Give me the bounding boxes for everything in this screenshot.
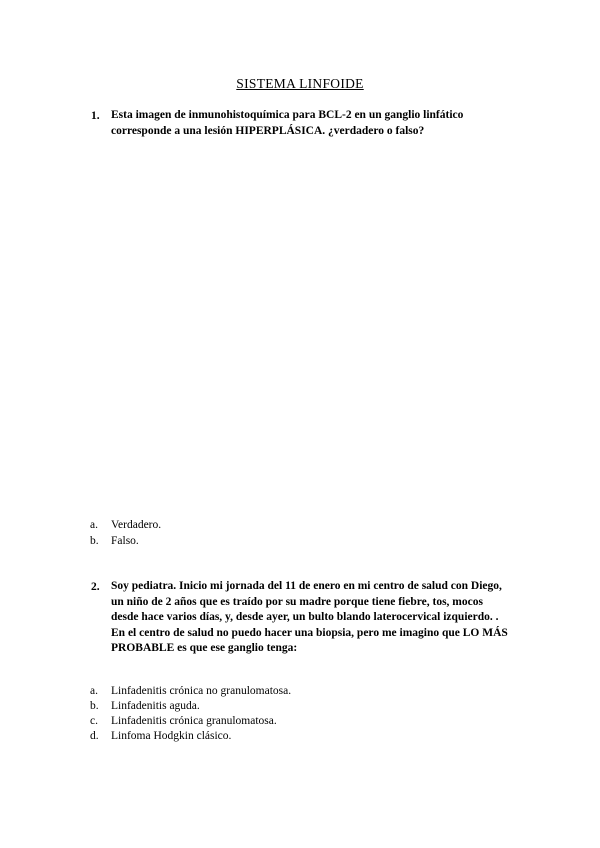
ihc-image-area <box>111 150 491 505</box>
option-text: Linfoma Hodgkin clásico. <box>111 730 232 742</box>
page-title: SISTEMA LINFOIDE <box>236 76 364 91</box>
question-1-text <box>111 108 463 139</box>
question-2-line: desde hace varios días, y, desde ayer, un bulto blando laterocervical izquierdo. . <box>111 611 499 623</box>
option-letter: a. <box>90 685 98 697</box>
question-2-text <box>111 579 508 657</box>
option-text: Falso. <box>111 535 139 547</box>
option-letter: c. <box>90 715 98 727</box>
question-2-number: 2. <box>91 581 100 593</box>
option-text: Linfadenitis crónica no granulomatosa. <box>111 685 292 697</box>
option-text: Linfadenitis crónica granulomatosa. <box>111 715 277 727</box>
option-text: Linfadenitis aguda. <box>111 700 200 712</box>
option-letter: b. <box>90 535 99 547</box>
option-letter: a. <box>90 519 98 531</box>
question-1-line: corresponde a una lesión HIPERPLÁSICA. ¿verdadero o falso? <box>111 124 425 137</box>
option-letter: d. <box>90 730 99 742</box>
question-2-line: un niño de 2 años que es traído por su madre porque tiene fiebre, tos, mocos <box>111 595 483 608</box>
question-1-line: Esta imagen de inmunohistoquímica para BCL-2 en un ganglio linfático <box>111 109 464 121</box>
option-letter: b. <box>90 700 99 712</box>
question-2-line: PROBABLE es que ese ganglio tenga: <box>111 642 298 654</box>
option-text: Verdadero. <box>111 519 162 531</box>
question-2-line: En el centro de salud no puedo hacer una biopsia, pero me imagino que LO MÁS <box>111 626 508 639</box>
question-1-number: 1. <box>91 110 100 122</box>
question-2-line: Soy pediatra. Inicio mi jornada del 11 de enero en mi centro de salud con Diego, <box>111 580 502 592</box>
